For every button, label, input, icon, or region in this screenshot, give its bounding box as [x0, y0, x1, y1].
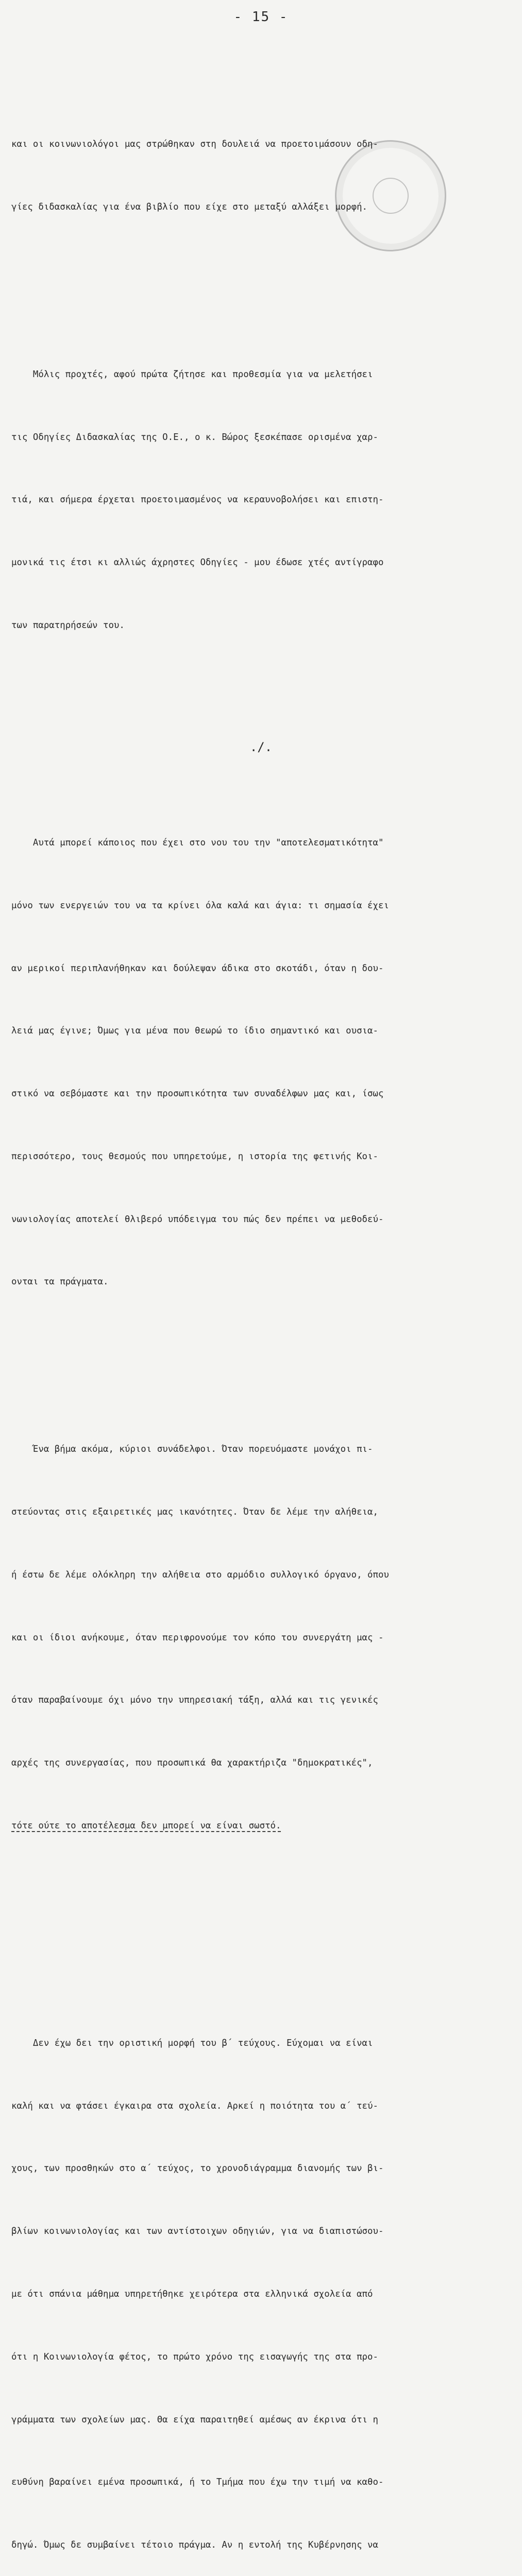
text-line: ότι η Κοινωνιολογία φέτος, το πρώτο χρόνο της εισαγωγής της στα προ- [11, 2351, 378, 2362]
text-line: στικό να σεβόμαστε και την προσωπικότητα των συναδέλφων μας και, ίσως [11, 1089, 384, 1099]
text-line: λειά μας έγινε; Όμως για μένα που θεωρώ το ίδιο σημαντικό και ουσια- [11, 1026, 378, 1037]
text-line: Δεν έχω δει την οριστική μορφή του β΄ τεύχους. Εύχομαι να είναι [11, 2038, 373, 2048]
text-line: με ότι σπάνια μάθημα υπηρετήθηκε χειρότερα στα ελληνικά σχολεία από [11, 2289, 373, 2299]
text-line: καλή και να φτάσει έγκαιρα στα σχολεία. Αρκεί η ποιότητα του α΄ τεύ- [11, 2100, 378, 2111]
paragraph [11, 1991, 501, 2576]
text-line: ή έστω δε λέμε ολόκληρη την αλήθεια στο αρμόδιο συλλογικό όργανο, όπου [11, 1569, 389, 1580]
paragraph [11, 791, 501, 1334]
paragraph [11, 92, 501, 260]
text-line: γίες διδασκαλίας για ένα βιβλίο που είχε στο μεταξύ αλλάξει μορφή. [11, 202, 368, 213]
text-line: Αυτά μπορεί κάποιος που έχει στο νου του την "αποτελεσματικότητα" [11, 837, 384, 848]
continuation-mark: ./. [249, 740, 273, 754]
text-line: στεύοντας στις εξαιρετικές μας ικανότητες. Όταν δε λέμε την αλήθεια, [11, 1506, 378, 1517]
text-line: και οι κοινωνιολόγοι μας στρώθηκαν στη δουλειά να προετοιμάσουν οδη- [11, 139, 378, 150]
body-text [11, 50, 501, 2576]
text-line: Ένα βήμα ακόμα, κύριοι συνάδελφοι. Όταν πορευόμαστε μονάχοι πι- [11, 1444, 373, 1455]
text-line: Μόλις προχτές, αφού πρώτα ζήτησε και προθεσμία για να μελετήσει [11, 369, 373, 380]
text-line: χους, των προσθηκών στο α΄ τεύχος, το χρονοδιάγραμμα διανομής των βι- [11, 2163, 384, 2174]
text-line: τις Οδηγίες Διδασκαλίας της Ο.Ε., ο κ. Βώρος ξεσκέπασε ορισμένα χαρ- [11, 432, 378, 443]
text-line: όταν παραβαίνουμε όχι μόνο την υπηρεσιακή τάξη, αλλά και τις γενικές [11, 1695, 378, 1706]
text-line: των παρατηρήσεών του. [11, 620, 125, 631]
text-line: αρχές της συνεργασίας, που προσωπικά θα χαρακτήριζα "δημοκρατικές", [11, 1758, 373, 1769]
text-line: δηγώ. Όμως δε συμβαίνει τέτοιο πράγμα. Αν η εντολή της Κυβέρνησης να [11, 2540, 378, 2551]
text-line: τιά, και σήμερα έρχεται προετοιμασμένος να κεραυνοβολήσει και επιστη- [11, 495, 384, 505]
text-line: γράμματα των σχολείων μας. Θα είχα παραιτηθεί αμέσως αν έκρινα ότι η [11, 2414, 378, 2425]
text-line: μονικά τις έτσι κι αλλιώς άχρηστες Οδηγίες - μου έδωσε χτές αντίγραφο [11, 557, 384, 568]
text-line: ονται τα πράγματα. [11, 1277, 109, 1287]
text-line: και οι ίδιοι ανήκουμε, όταν περιφρονούμε τον κόπο του συνεργάτη μας - [11, 1632, 384, 1643]
paragraph [11, 323, 501, 678]
text-line: μόνο των ενεργειών του να τα κρίνει όλα καλά και άγια: τι σημασία έχει [11, 900, 389, 911]
paragraph [11, 1397, 501, 1878]
text-line: περισσότερο, τους θεσμούς που υπηρετούμε, η ιστορία της φετινής Κοι- [11, 1151, 378, 1162]
text-line: νωνιολογίας αποτελεί θλιβερό υπόδειγμα του πώς δεν πρέπει να μεθοδεύ- [11, 1214, 384, 1225]
text-line: ευθύνη βαραίνει εμένα προσωπικά, ή το Τμήμα που έχω την τιμή να καθο- [11, 2477, 384, 2488]
text-line: βλίων κοινωνιολογίας και των αντίστοιχων οδηγιών, για να διαπιστώσου- [11, 2226, 384, 2237]
text-line: αν μερικοί περιπλανήθηκαν και δούλεψαν άδικα στο σκοτάδι, όταν η δου- [11, 963, 384, 974]
page-number: - 15 - [233, 9, 289, 25]
text-line-underlined: τότε ούτε το αποτέλεσμα δεν μπορεί να είναι σωστό. [11, 1820, 281, 1831]
